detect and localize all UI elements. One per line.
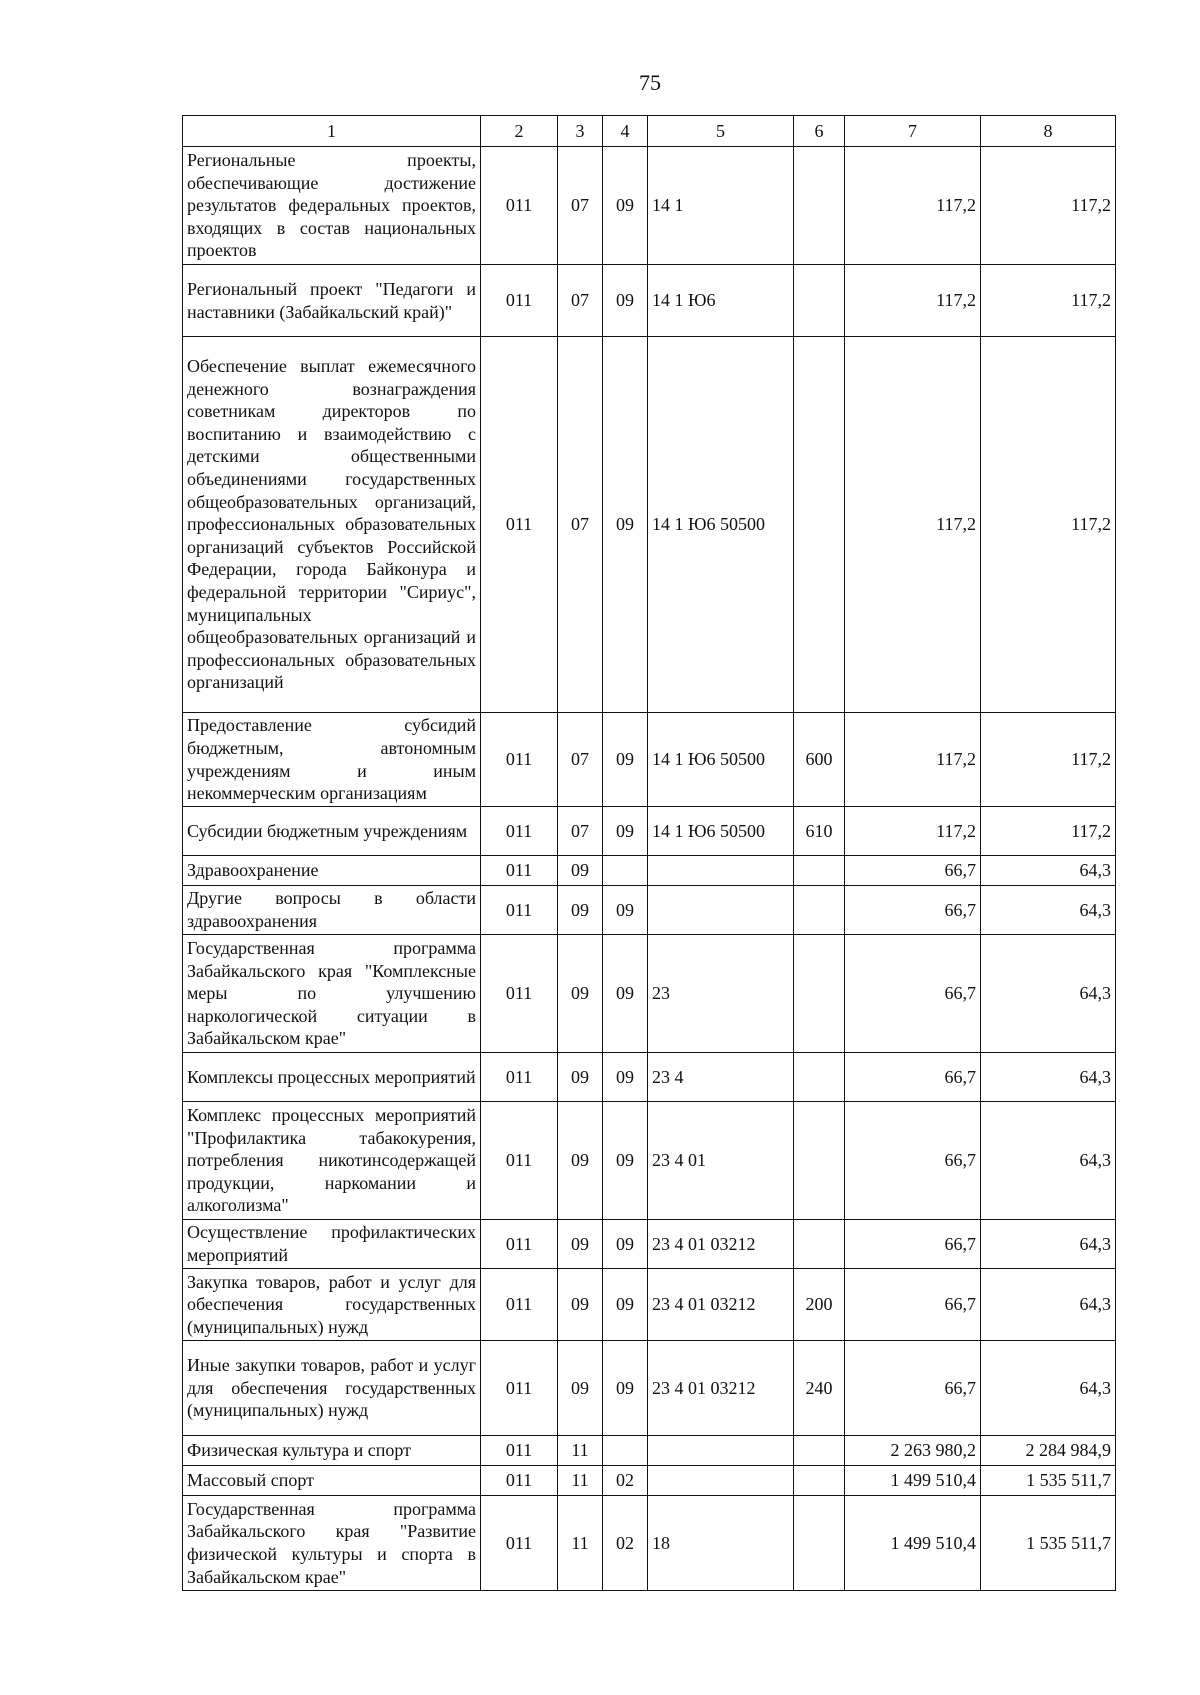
ministry-code-cell: 011 — [481, 147, 558, 265]
target-article-cell: 14 1 — [648, 147, 794, 265]
item-name-cell: Государственная программа Забайкальского края "Комплексные меры по улучшению наркологической ситуации в Забайкальском крае" — [183, 935, 481, 1053]
ministry-code-cell: 011 — [481, 1220, 558, 1269]
expense-type-cell — [794, 1053, 845, 1102]
column-header-7: 7 — [845, 116, 981, 147]
table-row — [183, 856, 1116, 886]
ministry-code-cell: 011 — [481, 886, 558, 935]
expense-type-cell — [794, 265, 845, 337]
ministry-code-cell: 011 — [481, 337, 558, 713]
table-row — [183, 1102, 1116, 1220]
item-name-cell: Обеспечение выплат ежемесячного денежного вознаграждения советникам директоров по воспитанию и взаимодействию с детскими общественными объединениями государственных общеобразовательных организаций, профессиональных образовательных организаций субъектов Российской Федерации, города Байконура и федеральной территории "Сириус", муниципальных общеобразовательных организаций и профессиональных образовательных организаций — [183, 337, 481, 713]
page-number: 75 — [639, 70, 661, 95]
section-code-cell: 09 — [558, 1269, 603, 1341]
amount-year-2-cell: 2 284 984,9 — [981, 1436, 1116, 1466]
target-article-cell: 23 4 01 03212 — [648, 1269, 794, 1341]
section-code-cell: 09 — [558, 886, 603, 935]
ministry-code-cell: 011 — [481, 713, 558, 807]
column-header-8: 8 — [981, 116, 1116, 147]
table-row — [183, 935, 1116, 1053]
amount-year-2-cell: 117,2 — [981, 337, 1116, 713]
target-article-cell — [648, 856, 794, 886]
amount-year-2-cell: 1 535 511,7 — [981, 1496, 1116, 1591]
amount-year-2-cell: 117,2 — [981, 147, 1116, 265]
target-article-cell — [648, 1436, 794, 1466]
amount-year-1-cell: 117,2 — [845, 807, 981, 856]
section-code-cell: 09 — [558, 1220, 603, 1269]
subsection-code-cell — [603, 1436, 648, 1466]
subsection-code-cell: 09 — [603, 147, 648, 265]
amount-year-1-cell: 117,2 — [845, 147, 981, 265]
expense-type-cell: 610 — [794, 807, 845, 856]
expense-type-cell: 240 — [794, 1341, 845, 1436]
amount-year-2-cell: 64,3 — [981, 1102, 1116, 1220]
item-name-cell: Региональные проекты, обеспечивающие достижение результатов федеральных проектов, входящих в состав национальных проектов — [183, 147, 481, 265]
section-code-cell: 07 — [558, 713, 603, 807]
column-header-4: 4 — [603, 116, 648, 147]
subsection-code-cell: 09 — [603, 935, 648, 1053]
table-row — [183, 337, 1116, 713]
table-row — [183, 886, 1116, 935]
table-row — [183, 1341, 1116, 1436]
section-code-cell: 07 — [558, 807, 603, 856]
column-header-5: 5 — [648, 116, 794, 147]
subsection-code-cell: 09 — [603, 713, 648, 807]
expense-type-cell — [794, 1466, 845, 1496]
amount-year-2-cell: 64,3 — [981, 886, 1116, 935]
item-name-cell: Иные закупки товаров, работ и услуг для обеспечения государственных (муниципальных) нужд — [183, 1341, 481, 1436]
column-header-2: 2 — [481, 116, 558, 147]
ministry-code-cell: 011 — [481, 856, 558, 886]
amount-year-1-cell: 66,7 — [845, 1220, 981, 1269]
table-body — [183, 147, 1116, 1591]
item-name-cell: Комплекс процессных мероприятий "Профилактика табакокурения, потребления никотинсодержащей продукции, наркомании и алкоголизма" — [183, 1102, 481, 1220]
amount-year-2-cell: 64,3 — [981, 935, 1116, 1053]
table-row — [183, 807, 1116, 856]
expense-type-cell — [794, 1496, 845, 1591]
ministry-code-cell: 011 — [481, 265, 558, 337]
table-row — [183, 713, 1116, 807]
subsection-code-cell: 09 — [603, 1053, 648, 1102]
header-row — [183, 116, 1116, 147]
amount-year-1-cell: 117,2 — [845, 337, 981, 713]
subsection-code-cell — [603, 856, 648, 886]
target-article-cell: 14 1 Ю6 50500 — [648, 337, 794, 713]
table-row — [183, 265, 1116, 337]
amount-year-1-cell: 66,7 — [845, 1341, 981, 1436]
amount-year-1-cell: 117,2 — [845, 713, 981, 807]
amount-year-2-cell: 117,2 — [981, 713, 1116, 807]
expense-type-cell — [794, 886, 845, 935]
amount-year-1-cell: 1 499 510,4 — [845, 1466, 981, 1496]
column-header-6: 6 — [794, 116, 845, 147]
ministry-code-cell: 011 — [481, 1102, 558, 1220]
expense-type-cell — [794, 1102, 845, 1220]
table-row — [183, 1436, 1116, 1466]
item-name-cell: Предоставление субсидий бюджетным, автономным учреждениям и иным некоммерческим организациям — [183, 713, 481, 807]
section-code-cell: 09 — [558, 856, 603, 886]
item-name-cell: Массовый спорт — [183, 1466, 481, 1496]
expense-type-cell: 200 — [794, 1269, 845, 1341]
subsection-code-cell: 09 — [603, 1269, 648, 1341]
subsection-code-cell: 02 — [603, 1496, 648, 1591]
amount-year-1-cell: 66,7 — [845, 1053, 981, 1102]
amount-year-2-cell: 64,3 — [981, 1053, 1116, 1102]
subsection-code-cell: 09 — [603, 1220, 648, 1269]
amount-year-1-cell: 66,7 — [845, 886, 981, 935]
amount-year-1-cell: 66,7 — [845, 856, 981, 886]
table-row — [183, 1220, 1116, 1269]
target-article-cell: 23 4 01 03212 — [648, 1341, 794, 1436]
table-row — [183, 1269, 1116, 1341]
budget-table — [182, 115, 1116, 1591]
ministry-code-cell: 011 — [481, 1269, 558, 1341]
target-article-cell — [648, 886, 794, 935]
subsection-code-cell: 02 — [603, 1466, 648, 1496]
ministry-code-cell: 011 — [481, 1436, 558, 1466]
table-row — [183, 1466, 1116, 1496]
expense-type-cell — [794, 147, 845, 265]
subsection-code-cell: 09 — [603, 337, 648, 713]
amount-year-2-cell: 117,2 — [981, 807, 1116, 856]
ministry-code-cell: 011 — [481, 1466, 558, 1496]
section-code-cell: 09 — [558, 1102, 603, 1220]
item-name-cell: Здравоохранение — [183, 856, 481, 886]
section-code-cell: 07 — [558, 265, 603, 337]
section-code-cell: 07 — [558, 147, 603, 265]
amount-year-2-cell: 64,3 — [981, 1269, 1116, 1341]
expense-type-cell — [794, 1220, 845, 1269]
section-code-cell: 09 — [558, 935, 603, 1053]
subsection-code-cell: 09 — [603, 886, 648, 935]
item-name-cell: Комплексы процессных мероприятий — [183, 1053, 481, 1102]
ministry-code-cell: 011 — [481, 807, 558, 856]
column-header-1: 1 — [183, 116, 481, 147]
amount-year-2-cell: 64,3 — [981, 1220, 1116, 1269]
expense-type-cell — [794, 935, 845, 1053]
amount-year-2-cell: 117,2 — [981, 265, 1116, 337]
target-article-cell — [648, 1466, 794, 1496]
amount-year-2-cell: 64,3 — [981, 856, 1116, 886]
expense-type-cell: 600 — [794, 713, 845, 807]
section-code-cell: 09 — [558, 1053, 603, 1102]
target-article-cell: 18 — [648, 1496, 794, 1591]
table-row — [183, 1053, 1116, 1102]
section-code-cell: 11 — [558, 1466, 603, 1496]
table-row — [183, 1496, 1116, 1591]
target-article-cell: 23 4 — [648, 1053, 794, 1102]
subsection-code-cell: 09 — [603, 807, 648, 856]
expense-type-cell — [794, 1436, 845, 1466]
subsection-code-cell: 09 — [603, 1341, 648, 1436]
amount-year-1-cell: 66,7 — [845, 935, 981, 1053]
item-name-cell: Государственная программа Забайкальского края "Развитие физической культуры и спорта в Забайкальском крае" — [183, 1496, 481, 1591]
section-code-cell: 07 — [558, 337, 603, 713]
target-article-cell: 23 4 01 — [648, 1102, 794, 1220]
amount-year-1-cell: 66,7 — [845, 1102, 981, 1220]
amount-year-2-cell: 64,3 — [981, 1341, 1116, 1436]
target-article-cell: 14 1 Ю6 50500 — [648, 713, 794, 807]
amount-year-1-cell: 66,7 — [845, 1269, 981, 1341]
item-name-cell: Субсидии бюджетным учреждениям — [183, 807, 481, 856]
amount-year-2-cell: 1 535 511,7 — [981, 1466, 1116, 1496]
expense-type-cell — [794, 337, 845, 713]
item-name-cell: Осуществление профилактических мероприятий — [183, 1220, 481, 1269]
section-code-cell: 09 — [558, 1341, 603, 1436]
subsection-code-cell: 09 — [603, 265, 648, 337]
item-name-cell: Закупка товаров, работ и услуг для обеспечения государственных (муниципальных) нужд — [183, 1269, 481, 1341]
item-name-cell: Другие вопросы в области здравоохранения — [183, 886, 481, 935]
amount-year-1-cell: 1 499 510,4 — [845, 1496, 981, 1591]
amount-year-1-cell: 117,2 — [845, 265, 981, 337]
amount-year-1-cell: 2 263 980,2 — [845, 1436, 981, 1466]
target-article-cell: 23 — [648, 935, 794, 1053]
table-row — [183, 147, 1116, 265]
subsection-code-cell: 09 — [603, 1102, 648, 1220]
column-header-3: 3 — [558, 116, 603, 147]
ministry-code-cell: 011 — [481, 1341, 558, 1436]
ministry-code-cell: 011 — [481, 1496, 558, 1591]
target-article-cell: 14 1 Ю6 — [648, 265, 794, 337]
ministry-code-cell: 011 — [481, 1053, 558, 1102]
target-article-cell: 23 4 01 03212 — [648, 1220, 794, 1269]
item-name-cell: Региональный проект "Педагоги и наставники (Забайкальский край)" — [183, 265, 481, 337]
item-name-cell: Физическая культура и спорт — [183, 1436, 481, 1466]
target-article-cell: 14 1 Ю6 50500 — [648, 807, 794, 856]
section-code-cell: 11 — [558, 1496, 603, 1591]
section-code-cell: 11 — [558, 1436, 603, 1466]
expense-type-cell — [794, 856, 845, 886]
ministry-code-cell: 011 — [481, 935, 558, 1053]
